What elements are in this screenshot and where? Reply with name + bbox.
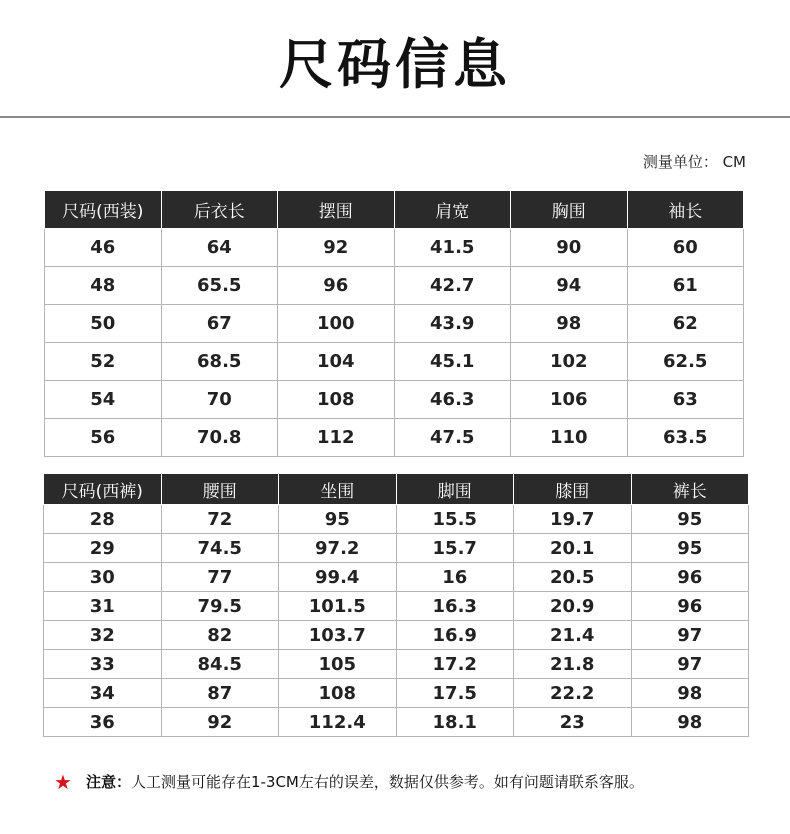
title-divider bbox=[0, 116, 790, 118]
pants-table-cell: 72 bbox=[161, 505, 279, 534]
pants-table-cell: 17.5 bbox=[396, 679, 514, 708]
pants-table-cell: 95 bbox=[279, 505, 397, 534]
pants-table-cell: 16 bbox=[396, 563, 514, 592]
suit-table-cell: 65.5 bbox=[161, 267, 278, 305]
unit-label: 测量单位： CM bbox=[642, 153, 746, 171]
pants-table-cell: 95 bbox=[631, 534, 749, 563]
suit-table-cell: 70.8 bbox=[161, 419, 278, 457]
pants-table-cell: 36 bbox=[44, 708, 162, 737]
pants-header-cell: 腰围 bbox=[161, 474, 279, 505]
pants-table-cell: 95 bbox=[631, 505, 749, 534]
pants-table-cell: 33 bbox=[44, 650, 162, 679]
note-label: 注意： bbox=[85, 773, 131, 791]
suit-table-row bbox=[45, 381, 744, 419]
pants-table-cell: 16.9 bbox=[396, 621, 514, 650]
pants-header-cell: 裤长 bbox=[631, 474, 749, 505]
pants-table-cell: 28 bbox=[44, 505, 162, 534]
suit-table-cell: 100 bbox=[278, 305, 395, 343]
suit-table-cell: 96 bbox=[278, 267, 395, 305]
suit-table-cell: 67 bbox=[161, 305, 278, 343]
pants-table-cell: 108 bbox=[279, 679, 397, 708]
pants-table-cell: 15.7 bbox=[396, 534, 514, 563]
pants-table-cell: 92 bbox=[161, 708, 279, 737]
pants-table-cell: 31 bbox=[44, 592, 162, 621]
pants-header-cell: 尺码(西裤) bbox=[44, 474, 162, 505]
suit-table-cell: 47.5 bbox=[394, 419, 511, 457]
pants-table-cell: 97 bbox=[631, 650, 749, 679]
pants-header-cell: 坐围 bbox=[279, 474, 397, 505]
pants-table-row bbox=[44, 592, 749, 621]
suit-table-cell: 63 bbox=[627, 381, 744, 419]
suit-table-cell: 64 bbox=[161, 229, 278, 267]
pants-table-cell: 77 bbox=[161, 563, 279, 592]
pants-table-cell: 17.2 bbox=[396, 650, 514, 679]
pants-table-cell: 19.7 bbox=[514, 505, 632, 534]
suit-header-cell: 肩宽 bbox=[394, 191, 511, 229]
suit-table-cell: 48 bbox=[45, 267, 162, 305]
suit-table-cell: 106 bbox=[511, 381, 628, 419]
pants-table-cell: 79.5 bbox=[161, 592, 279, 621]
suit-table-cell: 50 bbox=[45, 305, 162, 343]
pants-size-table bbox=[43, 473, 749, 737]
star-icon: ★ bbox=[54, 770, 72, 794]
suit-header-row bbox=[45, 191, 744, 229]
suit-table-cell: 43.9 bbox=[394, 305, 511, 343]
pants-table-cell: 96 bbox=[631, 592, 749, 621]
suit-header-cell: 袖长 bbox=[627, 191, 744, 229]
pants-table-cell: 34 bbox=[44, 679, 162, 708]
pants-table-cell: 82 bbox=[161, 621, 279, 650]
page-title: 尺码信息 bbox=[279, 33, 511, 96]
pants-table-row bbox=[44, 708, 749, 737]
pants-table-cell: 103.7 bbox=[279, 621, 397, 650]
suit-table-cell: 108 bbox=[278, 381, 395, 419]
pants-table-cell: 99.4 bbox=[279, 563, 397, 592]
suit-table-cell: 63.5 bbox=[627, 419, 744, 457]
pants-table-cell: 96 bbox=[631, 563, 749, 592]
suit-table-cell: 52 bbox=[45, 343, 162, 381]
suit-header-cell: 后衣长 bbox=[161, 191, 278, 229]
pants-header-cell: 脚围 bbox=[396, 474, 514, 505]
pants-table-cell: 112.4 bbox=[279, 708, 397, 737]
pants-header-cell: 膝围 bbox=[514, 474, 632, 505]
suit-table-cell: 41.5 bbox=[394, 229, 511, 267]
suit-table-cell: 68.5 bbox=[161, 343, 278, 381]
suit-table-cell: 42.7 bbox=[394, 267, 511, 305]
suit-header-cell: 摆围 bbox=[278, 191, 395, 229]
pants-table-row bbox=[44, 505, 749, 534]
pants-table-cell: 84.5 bbox=[161, 650, 279, 679]
pants-table-cell: 98 bbox=[631, 679, 749, 708]
pants-table-cell: 21.4 bbox=[514, 621, 632, 650]
suit-table-cell: 94 bbox=[511, 267, 628, 305]
suit-table-cell: 62 bbox=[627, 305, 744, 343]
pants-table-cell: 20.5 bbox=[514, 563, 632, 592]
pants-table-cell: 20.9 bbox=[514, 592, 632, 621]
pants-table-cell: 98 bbox=[631, 708, 749, 737]
suit-header-cell: 尺码(西装) bbox=[45, 191, 162, 229]
pants-table-cell: 21.8 bbox=[514, 650, 632, 679]
suit-table-row bbox=[45, 229, 744, 267]
suit-header-cell: 胸围 bbox=[511, 191, 628, 229]
suit-table-row bbox=[45, 305, 744, 343]
pants-table-cell: 15.5 bbox=[396, 505, 514, 534]
suit-size-table bbox=[44, 190, 744, 457]
pants-table-cell: 97.2 bbox=[279, 534, 397, 563]
pants-table-cell: 32 bbox=[44, 621, 162, 650]
suit-table-cell: 62.5 bbox=[627, 343, 744, 381]
pants-table-cell: 22.2 bbox=[514, 679, 632, 708]
pants-table-cell: 20.1 bbox=[514, 534, 632, 563]
suit-table-cell: 61 bbox=[627, 267, 744, 305]
suit-table-row bbox=[45, 419, 744, 457]
pants-table-cell: 105 bbox=[279, 650, 397, 679]
pants-table-cell: 97 bbox=[631, 621, 749, 650]
suit-table-cell: 112 bbox=[278, 419, 395, 457]
pants-table-cell: 30 bbox=[44, 563, 162, 592]
pants-table-cell: 74.5 bbox=[161, 534, 279, 563]
pants-table-row bbox=[44, 650, 749, 679]
suit-table-cell: 102 bbox=[511, 343, 628, 381]
suit-table-cell: 46 bbox=[45, 229, 162, 267]
pants-table-row bbox=[44, 621, 749, 650]
suit-table-cell: 92 bbox=[278, 229, 395, 267]
suit-table-cell: 104 bbox=[278, 343, 395, 381]
suit-table-cell: 70 bbox=[161, 381, 278, 419]
pants-table-cell: 16.3 bbox=[396, 592, 514, 621]
suit-table-cell: 98 bbox=[511, 305, 628, 343]
suit-table-cell: 46.3 bbox=[394, 381, 511, 419]
pants-table-cell: 18.1 bbox=[396, 708, 514, 737]
suit-table-row bbox=[45, 267, 744, 305]
note-text: 人工测量可能存在1-3CM左右的误差，数据仅供参考。如有问题请联系客服。 bbox=[130, 773, 644, 791]
pants-table-row bbox=[44, 534, 749, 563]
pants-table-cell: 87 bbox=[161, 679, 279, 708]
suit-table-cell: 45.1 bbox=[394, 343, 511, 381]
pants-table-cell: 29 bbox=[44, 534, 162, 563]
pants-table-row bbox=[44, 679, 749, 708]
suit-table-row bbox=[45, 343, 744, 381]
suit-table-cell: 110 bbox=[511, 419, 628, 457]
pants-table-row bbox=[44, 563, 749, 592]
pants-table-cell: 101.5 bbox=[279, 592, 397, 621]
pants-table-cell: 23 bbox=[514, 708, 632, 737]
suit-table-cell: 90 bbox=[511, 229, 628, 267]
pants-header-row bbox=[44, 474, 749, 505]
suit-table-cell: 56 bbox=[45, 419, 162, 457]
measurement-note bbox=[54, 770, 644, 794]
suit-table-cell: 60 bbox=[627, 229, 744, 267]
suit-table-cell: 54 bbox=[45, 381, 162, 419]
